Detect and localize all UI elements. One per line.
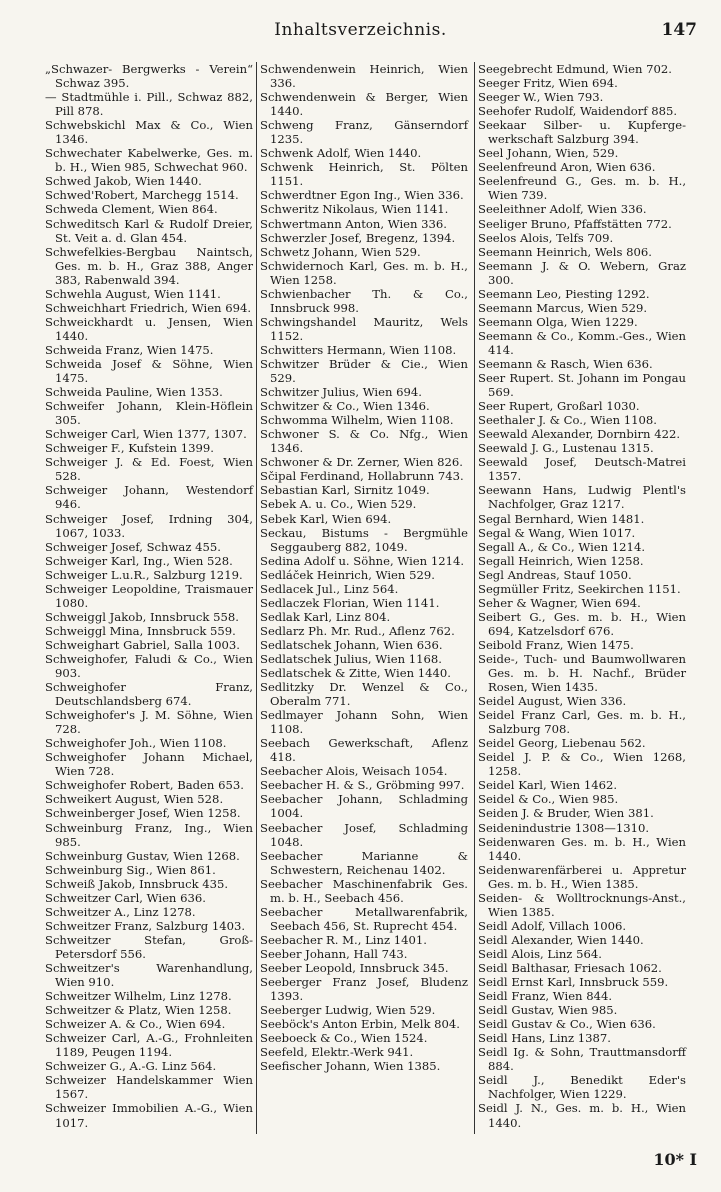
index-entry: Schweiß Jakob, Innsbruck 435. <box>45 876 229 891</box>
index-entry: Seebacher R. M., Linz 1401. <box>260 932 427 947</box>
index-entry: Seidel & Co., Wien 985. <box>478 792 619 807</box>
index-entry: Seeboeck & Co., Wien 1524. <box>260 1031 428 1046</box>
index-entry: Schweinburg Gustav, Wien 1268. <box>45 848 240 863</box>
index-entry: Seeger Fritz, Wien 694. <box>478 76 618 91</box>
index-entry: Schweitzer A., Linz 1278. <box>45 904 196 919</box>
index-entry: Seelenfreund G., Ges. m. b. H., Wien 739. <box>478 174 686 203</box>
index-entry: Seemann Leo, Piesting 1292. <box>478 286 650 301</box>
index-entry: Schweighofer Franz, Deutschlandsberg 674. <box>45 680 253 709</box>
index-entry: Sedlacek Jul., Linz 564. <box>260 581 399 596</box>
index-entry: Sedlatschek & Zitte, Wien 1440. <box>260 666 451 681</box>
index-entry: Schweiger Carl, Wien 1377, 1307. <box>45 427 247 442</box>
index-entry: Sedlitzky Dr. Wenzel & Co., Oberalm 771. <box>260 680 468 709</box>
index-entry: Schweritz Nikolaus, Wien 1141. <box>260 202 449 217</box>
index-entry: Seefischer Johann, Wien 1385. <box>260 1059 441 1074</box>
index-entry: Seidl J. N., Ges. m. b. H., Wien 1440. <box>478 1101 686 1130</box>
index-entry: Seidl Gustav & Co., Wien 636. <box>478 1017 656 1032</box>
index-entry: Seeger W., Wien 793. <box>478 90 604 105</box>
index-entry: Sedlatschek Julius, Wien 1168. <box>260 651 442 666</box>
index-entry: Schweifer Johann, Klein-Höflein 305. <box>45 399 253 428</box>
index-entry: Schwidernoch Karl, Ges. m. b. H., Wien 1258. <box>260 258 468 287</box>
index-entry: Seemann & Rasch, Wien 636. <box>478 356 653 371</box>
index-entry: Schwendenwein Heinrich, Wien 336. <box>260 62 468 91</box>
index-entry: Schwoner S. & Co. Nfg., Wien 1346. <box>260 427 468 456</box>
index-entry: Schwerdtner Egon Ing., Wien 336. <box>260 188 464 203</box>
index-entry: Seer Rupert, Großarl 1030. <box>478 399 640 414</box>
index-entry: Schweiger Karl, Ing., Wien 528. <box>45 553 233 568</box>
index-entry: Seidel J. P. & Co., Wien 1268, 1258. <box>478 750 686 779</box>
index-entry: Schwendenwein & Berger, Wien 1440. <box>260 90 468 119</box>
index-entry: Schweichhart Friedrich, Wien 694. <box>45 300 252 315</box>
index-entry: Seidl Ernst Karl, Innsbruck 559. <box>478 975 669 990</box>
index-entry: Seebacher Johann, Schladming 1004. <box>260 792 468 821</box>
index-entry: Schwenk Heinrich, St. Pölten 1151. <box>260 160 468 189</box>
index-entry: Sebastian Karl, Sirnitz 1049. <box>260 483 430 498</box>
index-entry: Seelenfreund Aron, Wien 636. <box>478 160 656 175</box>
index-entry: Schweiger Josef, Schwaz 455. <box>45 539 221 554</box>
page-number: 147 <box>661 20 697 40</box>
index-entry: Seewald Alexander, Dornbirn 422. <box>478 427 681 442</box>
index-entry: Schweinburg Sig., Wien 861. <box>45 862 216 877</box>
index-entry: Seidl Alexander, Wien 1440. <box>478 932 644 947</box>
index-entry: Seidl Hans, Linz 1387. <box>478 1031 611 1046</box>
index-entry: Schweighofer Robert, Baden 653. <box>45 778 244 793</box>
index-entry: Seeböck's Anton Erbin, Melk 804. <box>260 1017 460 1032</box>
index-entry: Seidenindustrie 1308—1310. <box>478 820 650 835</box>
index-entry: Segmüller Fritz, Seekirchen 1151. <box>478 581 681 596</box>
index-entry: Schweitzer Wilhelm, Linz 1278. <box>45 989 232 1004</box>
index-entry: Seeleithner Adolf, Wien 336. <box>478 202 647 217</box>
index-entry: Seidl Ig. & Sohn, Trauttmansdorff 884. <box>478 1045 686 1074</box>
index-entry: Segal & Wang, Wien 1017. <box>478 525 636 540</box>
index-entry: Schweiger Josef, Irdning 304, 1067, 1033. <box>45 511 253 540</box>
index-entry: Segall A., & Co., Wien 1214. <box>478 539 645 554</box>
index-entry: Schweida Pauline, Wien 1353. <box>45 385 223 400</box>
index-entry: Schweditsch Karl & Rudolf Dreier, St. Veit a. d. Glan 454. <box>45 216 253 245</box>
index-entry: Schwitters Hermann, Wien 1108. <box>260 342 457 357</box>
index-entry: Seidenwaren Ges. m. b. H., Wien 1440. <box>478 834 686 863</box>
index-entry: Schweighart Gabriel, Salla 1003. <box>45 637 240 652</box>
index-entry: Schweiggl Mina, Innsbruck 559. <box>45 623 236 638</box>
index-entry: Schwomma Wilhelm, Wien 1108. <box>260 413 454 428</box>
index-entry: Schwebskichl Max & Co., Wien 1346. <box>45 118 253 147</box>
index-entry: Seiden J. & Bruder, Wien 381. <box>478 806 654 821</box>
index-entry: Schweizer Immobilien A.-G., Wien 1017. <box>45 1101 253 1130</box>
index-entry: Schweiger J. & Ed. Foest, Wien 528. <box>45 455 253 484</box>
sheet-signature: 10* I <box>653 1150 697 1169</box>
index-entry: Schwoner & Dr. Zerner, Wien 826. <box>260 455 463 470</box>
index-entry: Seemann Marcus, Wien 529. <box>478 300 648 315</box>
index-entry: Seekaar Silber- u. Kupferge- werkschaft Salzburg 394. <box>478 118 686 147</box>
index-entry: Schweitzer Franz, Salzburg 1403. <box>45 918 246 933</box>
index-entry: Schwingshandel Mauritz, Wels 1152. <box>260 314 468 343</box>
index-entry: Seewald Josef, Deutsch-Matrei 1357. <box>478 455 686 484</box>
index-entry: Schwitzer Brüder & Cie., Wien 529. <box>260 356 468 386</box>
index-entry: Seemann Heinrich, Wels 806. <box>478 244 652 259</box>
index-entry: Seebacher Josef, Schladming 1048. <box>260 820 468 849</box>
index-entry: Seemann J. & O. Webern, Graz 300. <box>478 258 686 287</box>
index-entry: Schweizer Handelskammer Wien 1567. <box>45 1073 253 1102</box>
index-entry: Sedlarz Ph. Mr. Rud., Aflenz 762. <box>260 623 455 638</box>
index-entry: Schweng Franz, Gänserndorf 1235. <box>260 118 468 147</box>
index-entry: Schwienbacher Th. & Co., Innsbruck 998. <box>260 286 468 315</box>
index-entry: Seemann Olga, Wien 1229. <box>478 314 638 329</box>
index-entry: Seckau, Bistums - Bergmühle Seggauberg 882, 1049. <box>260 525 468 554</box>
index-entry: Seidel August, Wien 336. <box>478 694 627 709</box>
index-entry: Seemann & Co., Komm.-Ges., Wien 414. <box>478 328 686 357</box>
index-column-2 <box>260 62 468 1073</box>
index-entry: Seidl Balthasar, Friesach 1062. <box>478 961 662 975</box>
index-entry: Seidl Franz, Wien 844. <box>478 989 613 1004</box>
index-entry: Schweiggl Jakob, Innsbruck 558. <box>45 609 239 624</box>
index-entry: Seewann Hans, Ludwig Plentl's Nachfolger, Graz 1217. <box>478 483 686 512</box>
index-entry: Schweida Josef & Söhne, Wien 1475. <box>45 356 253 386</box>
index-entry: Sedlaczek Florian, Wien 1141. <box>260 595 440 610</box>
index-entry: Schwed Jakob, Wien 1440. <box>45 174 202 189</box>
index-entry: Seelos Alois, Telfs 709. <box>478 230 614 245</box>
index-column-3 <box>478 62 686 1130</box>
index-entry: Schwerzler Josef, Bregenz, 1394. <box>260 230 456 245</box>
index-entry: Seeberger Franz Josef, Bludenz 1393. <box>260 975 468 1004</box>
index-entry: Schweizer G., A.-G. Linz 564. <box>45 1059 217 1074</box>
page-header <box>0 14 721 44</box>
index-entry: Schweighofer's J. M. Söhne, Wien 728. <box>45 708 253 737</box>
index-entry: Schweda Clement, Wien 864. <box>45 202 218 217</box>
index-entry: Schweikert August, Wien 528. <box>45 792 224 807</box>
index-entry: Seidl J., Benedikt Eder's Nachfolger, Wien 1229. <box>478 1073 686 1102</box>
index-entry: Seide-, Tuch- und Baumwollwaren Ges. m. b. H. Nachf., Brüder Rosen, Wien 1435. <box>478 651 686 695</box>
index-entry: Seidel Franz Carl, Ges. m. b. H., Salzburg 708. <box>478 708 686 737</box>
index-entry: Sedláček Heinrich, Wien 529. <box>260 567 435 582</box>
index-entry: Segl Andreas, Stauf 1050. <box>478 567 632 582</box>
index-entry: Schweizer Carl, A.-G., Frohnleiten 1189, Peugen 1194. <box>45 1031 253 1060</box>
index-entry: Seibold Franz, Wien 1475. <box>478 637 634 652</box>
index-entry: Sebek Karl, Wien 694. <box>260 511 392 526</box>
index-entry: Seeliger Bruno, Pfaffstätten 772. <box>478 216 672 231</box>
column-divider <box>474 62 475 1134</box>
page-title: Inhaltsverzeichnis. <box>274 20 447 40</box>
index-entry: Schweitzer's Warenhandlung, Wien 910. <box>45 961 253 990</box>
index-entry: Seewald J. G., Lustenau 1315. <box>478 441 654 456</box>
index-entry: Seefeld, Elektr.-Werk 941. <box>260 1045 414 1060</box>
index-entry: Schweinberger Josef, Wien 1258. <box>45 806 241 821</box>
index-entry: Schwitzer Julius, Wien 694. <box>260 385 422 400</box>
index-entry: Sčipal Ferdinand, Hollabrunn 743. <box>260 469 464 484</box>
index-entry: Schwetz Johann, Wien 529. <box>260 244 421 259</box>
index-entry: Seidel Georg, Liebenau 562. <box>478 736 646 751</box>
index-entry: Schweida Franz, Wien 1475. <box>45 342 214 357</box>
index-column-1 <box>45 62 253 1130</box>
index-entry: Seebacher Maschinenfabrik Ges. m. b. H., Seebach 456. <box>260 876 468 905</box>
index-entry: Seeberger Ludwig, Wien 529. <box>260 1003 436 1018</box>
index-entry: Schwed'Robert, Marchegg 1514. <box>45 188 239 203</box>
index-entry: Schweitzer Stefan, Groß-Petersdorf 556. <box>45 932 253 961</box>
index-entry: Segal Bernhard, Wien 1481. <box>478 511 645 526</box>
index-entry: Schweickhardt u. Jensen, Wien 1440. <box>45 314 253 343</box>
index-entry: Schweiger F., Kufstein 1399. <box>45 441 214 456</box>
index-entry: Schweiger Leopoldine, Traismauer 1080. <box>45 581 253 610</box>
index-entry: Seer Rupert. St. Johann im Pongau 569. <box>478 371 686 400</box>
index-entry: Schweiger L.u.R., Salzburg 1219. <box>45 567 243 582</box>
index-entry: Seidl Alois, Linz 564. <box>478 946 602 961</box>
index-entry: Schweighofer, Faludi & Co., Wien 903. <box>45 651 253 681</box>
index-entry: „Schwazer- Bergwerks - Verein“ Schwaz 395. <box>45 62 253 91</box>
index-entry: Seebacher Metallwarenfabrik, Seebach 456, St. Ruprecht 454. <box>260 904 468 933</box>
index-entry: Sedlmayer Johann Sohn, Wien 1108. <box>260 708 468 737</box>
index-entry: Seebacher Alois, Weisach 1054. <box>260 764 448 779</box>
column-divider <box>256 62 257 1134</box>
index-entry: Segall Heinrich, Wien 1258. <box>478 553 644 568</box>
index-entry: Seethaler J. & Co., Wien 1108. <box>478 413 657 428</box>
index-entry: Schwehla August, Wien 1141. <box>45 286 221 301</box>
index-entry: — Stadtmühle i. Pill., Schwaz 882, Pill 878. <box>45 90 253 119</box>
index-entry: Schwefelkies-Bergbau Naintsch, Ges. m. b. H., Graz 388, Anger 383, Rabenwald 394. <box>45 244 253 287</box>
index-entry: Seher & Wagner, Wien 694. <box>478 595 641 610</box>
index-entry: Schwenk Adolf, Wien 1440. <box>260 146 422 161</box>
index-entry: Seeber Leopold, Innsbruck 345. <box>260 961 449 975</box>
index-entry: Schweighofer Joh., Wien 1108. <box>45 736 227 751</box>
index-entry: Schweitzer Carl, Wien 636. <box>45 890 206 905</box>
index-entry: Sedina Adolf u. Söhne, Wien 1214. <box>260 553 465 568</box>
index-entry: Seebacher Marianne & Schwestern, Reichenau 1402. <box>260 848 468 877</box>
index-entry: Seidl Adolf, Villach 1006. <box>478 918 627 933</box>
index-entry: Seidl Gustav, Wien 985. <box>478 1003 618 1018</box>
index-entry: Schweiger Johann, Westendorf 946. <box>45 483 253 512</box>
index-entry: Sebek A. u. Co., Wien 529. <box>260 497 417 512</box>
index-entry: Seiden- & Wolltrocknungs-Anst., Wien 1385. <box>478 890 686 919</box>
index-entry: Sedlak Karl, Linz 804. <box>260 609 391 624</box>
index-entry: Schwitzer & Co., Wien 1346. <box>260 399 430 414</box>
index-entry: Schwechater Kabelwerke, Ges. m. b. H., Wien 985, Schwechat 960. <box>45 146 253 175</box>
index-entry: Seeber Johann, Hall 743. <box>260 946 408 961</box>
index-entry: Schweinburg Franz, Ing., Wien 985. <box>45 820 253 849</box>
index-entry: Schweizer A. & Co., Wien 694. <box>45 1017 226 1032</box>
index-entry: Seidel Karl, Wien 1462. <box>478 778 618 793</box>
index-entry: Schweitzer & Platz, Wien 1258. <box>45 1003 232 1018</box>
index-entry: Sedlatschek Johann, Wien 636. <box>260 637 443 652</box>
index-entry: Seebacher H. & S., Gröbming 997. <box>260 778 465 793</box>
index-entry: Seel Johann, Wien, 529. <box>478 146 619 161</box>
index-entry: Schweighofer Johann Michael, Wien 728. <box>45 750 253 779</box>
index-entry: Schwertmann Anton, Wien 336. <box>260 216 447 231</box>
index-entry: Seidenwarenfärberei u. Appretur Ges. m. b. H., Wien 1385. <box>478 862 686 891</box>
index-entry: Seebach Gewerkschaft, Aflenz 418. <box>260 736 468 765</box>
index-entry: Seegebrecht Edmund, Wien 702. <box>478 62 672 76</box>
index-entry: Seehofer Rudolf, Waidendorf 885. <box>478 104 678 119</box>
index-entry: Seibert G., Ges. m. b. H., Wien 694, Katzelsdorf 676. <box>478 609 686 638</box>
